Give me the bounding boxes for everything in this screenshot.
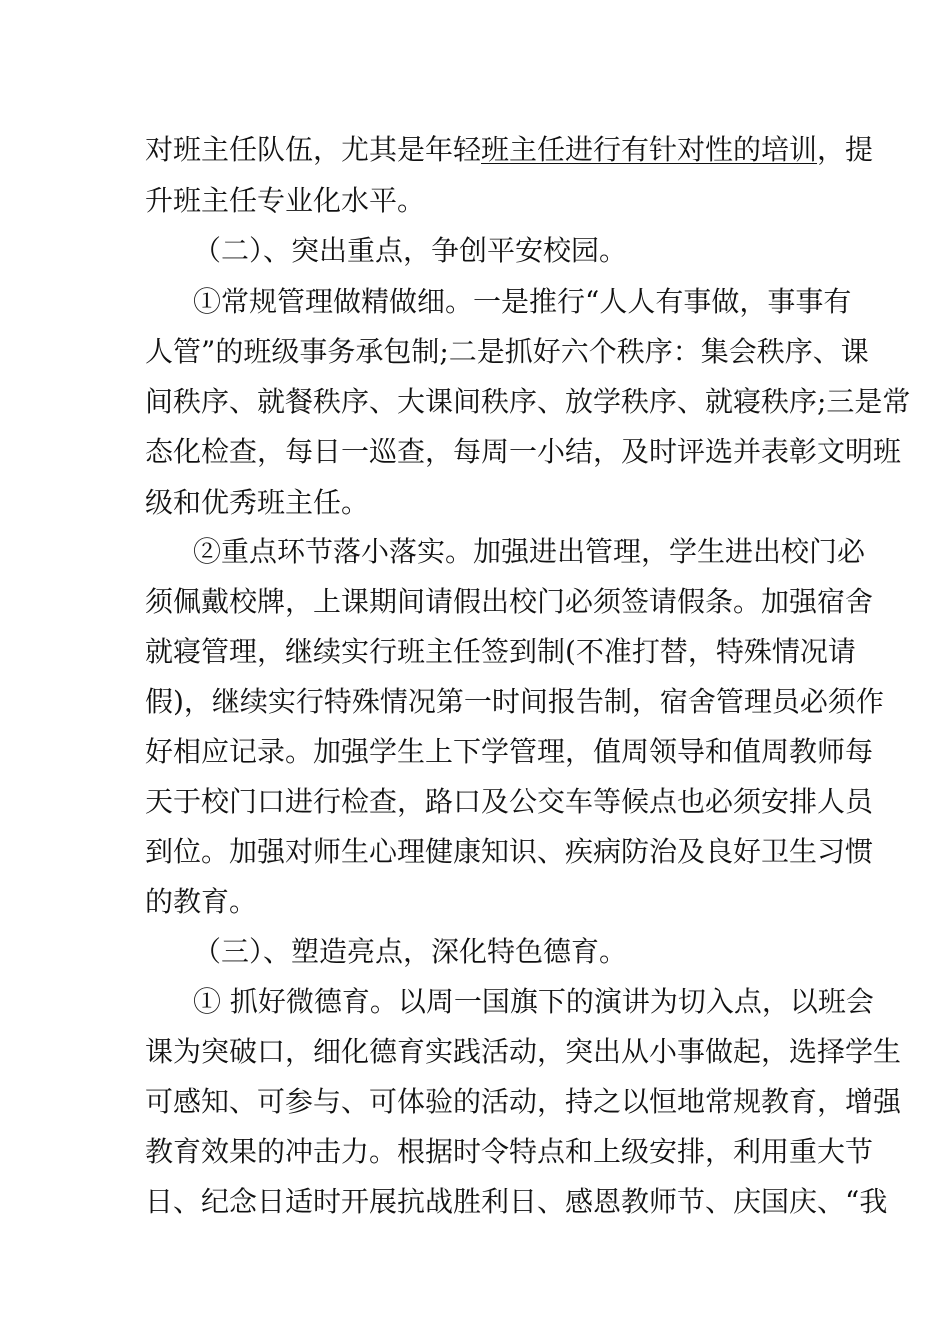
paragraph-line: 就寝管理，继续实行班主任签到制(不准打替，特殊情况请 [145,635,856,668]
text-run: ，提 [817,133,874,166]
underlined-text: 班主任进行有针对性的培训 [481,133,818,166]
paragraph-line: ②重点环节落小落实。加强进出管理，学生进出校门必 [193,535,866,568]
paragraph-line: ①常规管理做精做细。一是推行“人人有事做，事事有 [193,285,852,318]
paragraph-line: 人管”的班级事务承包制;二是抓好六个秩序：集会秩序、课 [145,335,869,368]
paragraph-line [145,130,874,170]
paragraph-line: 日、纪念日适时开展抗战胜利日、感恩教师节、庆国庆、“我 [145,1185,888,1218]
paragraph-line: 态化检查，每日一巡查，每周一小结，及时评选并表彰文明班 [145,435,902,468]
paragraph-line: ① 抓好微德育。以周一国旗下的演讲为切入点，以班会 [193,985,874,1018]
paragraph-line: 级和优秀班主任。 [145,486,370,519]
paragraph-line: 的教育。 [145,885,258,918]
paragraph-line: 可感知、可参与、可体验的活动，持之以恒地常规教育，增强 [145,1085,902,1118]
paragraph-line: 课为突破口，细化德育实践活动，突出从小事做起，选择学生 [145,1035,902,1068]
paragraph-line: 好相应记录。加强学生上下学管理，值周领导和值周教师每 [145,735,874,768]
paragraph-line: 到位。加强对师生心理健康知识、疾病防治及良好卫生习惯 [145,835,874,868]
paragraph-line: 教育效果的冲击力。根据时令特点和上级安排，利用重大节 [145,1135,874,1168]
text-run: 对班主任队伍，尤其是年轻 [145,133,482,166]
section-heading: （二）、突出重点，争创平安校园。 [193,234,628,267]
paragraph-line: 升班主任专业化水平。 [145,184,426,217]
paragraph-line: 假)，继续实行特殊情况第一时间报告制，宿舍管理员必须作 [145,685,884,718]
paragraph-line: 须佩戴校牌，上课期间请假出校门必须签请假条。加强宿舍 [145,585,874,618]
paragraph-line: 间秩序、就餐秩序、大课间秩序、放学秩序、就寝秩序;三是常 [145,385,911,418]
paragraph-line: 天于校门口进行检查，路口及公交车等候点也必须安排人员 [145,785,874,818]
section-heading: （三）、塑造亮点，深化特色德育。 [193,935,628,968]
